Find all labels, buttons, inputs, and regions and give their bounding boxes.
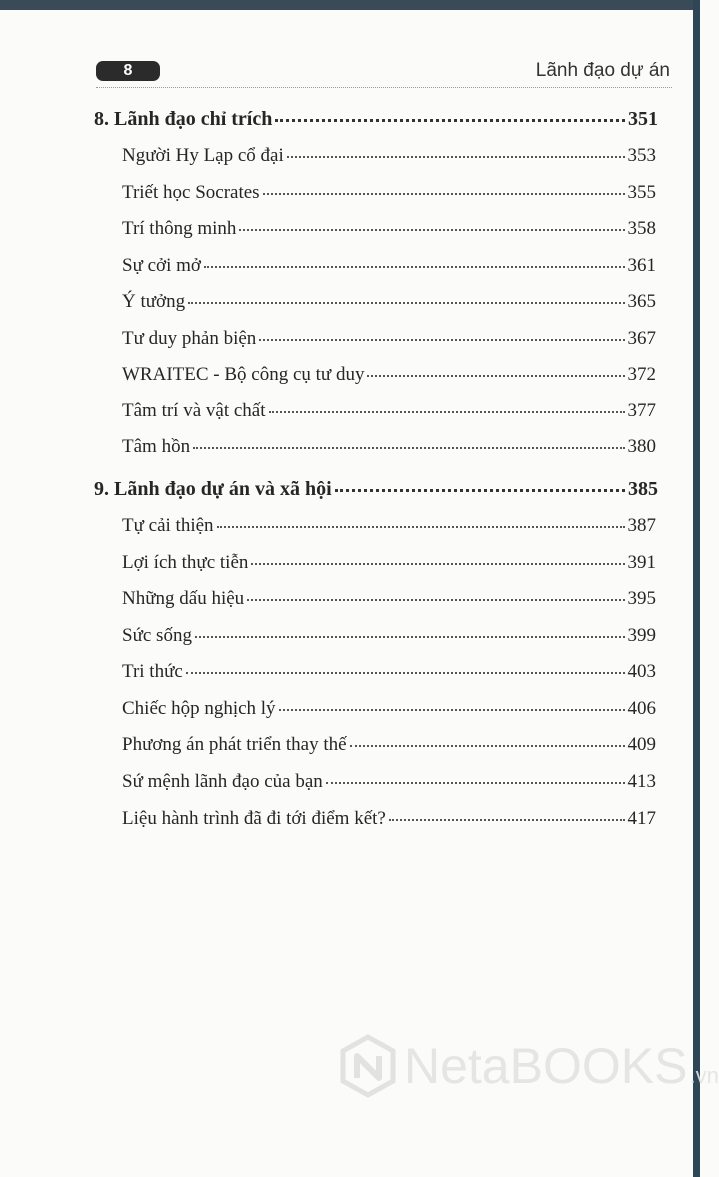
toc-page-number: 413 [627, 771, 656, 792]
watermark-suffix: .vn [689, 1063, 719, 1088]
toc-title: Sứ mệnh lãnh đạo của bạn [122, 771, 323, 792]
toc-page-number: 406 [627, 698, 656, 719]
toc-entry-row [122, 328, 656, 350]
toc-page-number: 358 [627, 218, 656, 239]
toc-chapter-row [94, 478, 658, 501]
toc-title: Tâm hồn [122, 436, 191, 457]
toc-title: Tri thức [122, 661, 183, 682]
dot-leader [275, 119, 625, 122]
toc-entry-row [122, 291, 656, 313]
toc-entry-row [122, 364, 656, 386]
toc-title: Triết học Socrates [122, 182, 260, 203]
dot-leader [326, 782, 625, 784]
dot-leader [263, 193, 625, 195]
toc-title: WRAITEC - Bộ công cụ tư duy [122, 364, 365, 385]
toc-entry-row [122, 552, 656, 574]
toc-title: Tư duy phản biện [122, 328, 257, 349]
toc-page-number: 391 [627, 552, 656, 573]
dot-leader [204, 266, 625, 268]
toc-page-number: 387 [627, 515, 656, 536]
toc-title: Tâm trí và vật chất [122, 400, 266, 421]
page-number-badge: 8 [96, 61, 160, 81]
toc-title: Lợi ích thực tiễn [122, 552, 249, 573]
toc-page-number: 395 [627, 588, 656, 609]
dot-leader [287, 156, 625, 158]
dot-leader [350, 745, 625, 747]
toc-page-number: 417 [627, 808, 656, 829]
toc-entry-row [122, 400, 656, 422]
watermark [340, 1034, 719, 1098]
dot-leader [239, 229, 624, 231]
toc-title: 8. Lãnh đạo chỉ trích [94, 108, 273, 130]
header-divider [96, 87, 672, 88]
toc-title: Phương án phát triển thay thế [122, 734, 347, 755]
toc-page-number: 367 [627, 328, 656, 349]
toc-entry-row [122, 218, 656, 240]
dot-leader [279, 709, 625, 711]
toc-title: Chiếc hộp nghịch lý [122, 698, 276, 719]
dot-leader [217, 526, 625, 528]
dot-leader [247, 599, 624, 601]
toc-page-number: 409 [627, 734, 656, 755]
toc-page-number: 385 [628, 478, 658, 500]
toc-page-number: 353 [627, 145, 656, 166]
dot-leader [335, 489, 625, 492]
dot-leader [251, 563, 624, 565]
toc-entry-row [122, 698, 656, 720]
dot-leader [195, 636, 625, 638]
toc-page-number: 403 [627, 661, 656, 682]
dot-leader [188, 302, 624, 304]
toc-entry-row [122, 436, 656, 458]
toc-page-number: 380 [627, 436, 656, 457]
toc-entry-row [122, 771, 656, 793]
toc-entry-row [122, 625, 656, 647]
toc-page-number: 355 [627, 182, 656, 203]
toc-chapter-row [94, 108, 658, 131]
toc-title: 9. Lãnh đạo dự án và xã hội [94, 478, 332, 500]
toc-page-number: 351 [628, 108, 658, 130]
toc-title: Liệu hành trình đã đi tới điểm kết? [122, 808, 386, 829]
toc-page-number: 399 [627, 625, 656, 646]
dot-leader [193, 447, 624, 449]
toc-title: Sức sống [122, 625, 192, 646]
dot-leader [389, 819, 625, 821]
book-spine-edge [693, 0, 700, 1177]
toc-title: Sự cởi mở [122, 255, 201, 276]
page-top-edge [0, 0, 700, 10]
toc-title: Ý tưởng [122, 291, 186, 312]
toc-entry-row [122, 808, 656, 830]
dot-leader [186, 672, 625, 674]
neta-logo-icon [340, 1034, 396, 1098]
toc-entry-row [122, 661, 656, 683]
toc-entry-row [122, 145, 656, 167]
toc-entry-row [122, 255, 656, 277]
toc-entry-row [122, 734, 656, 756]
toc-page-number: 361 [627, 255, 656, 276]
toc-entry-row [122, 182, 656, 204]
running-title: Lãnh đạo dự án [535, 60, 670, 81]
toc-entry-row [122, 588, 656, 610]
dot-leader [269, 411, 625, 413]
toc-page-number: 372 [627, 364, 656, 385]
watermark-brand: NetaBOOKS [404, 1038, 688, 1094]
toc-entry-row [122, 515, 656, 537]
toc-title: Người Hy Lạp cổ đại [122, 145, 284, 166]
toc-title: Tự cải thiện [122, 515, 214, 536]
dot-leader [367, 375, 624, 377]
toc-title: Những dấu hiệu [122, 588, 245, 609]
toc-page-number: 377 [627, 400, 656, 421]
toc-title: Trí thông minh [122, 218, 237, 239]
toc-page-number: 365 [627, 291, 656, 312]
dot-leader [259, 339, 624, 341]
